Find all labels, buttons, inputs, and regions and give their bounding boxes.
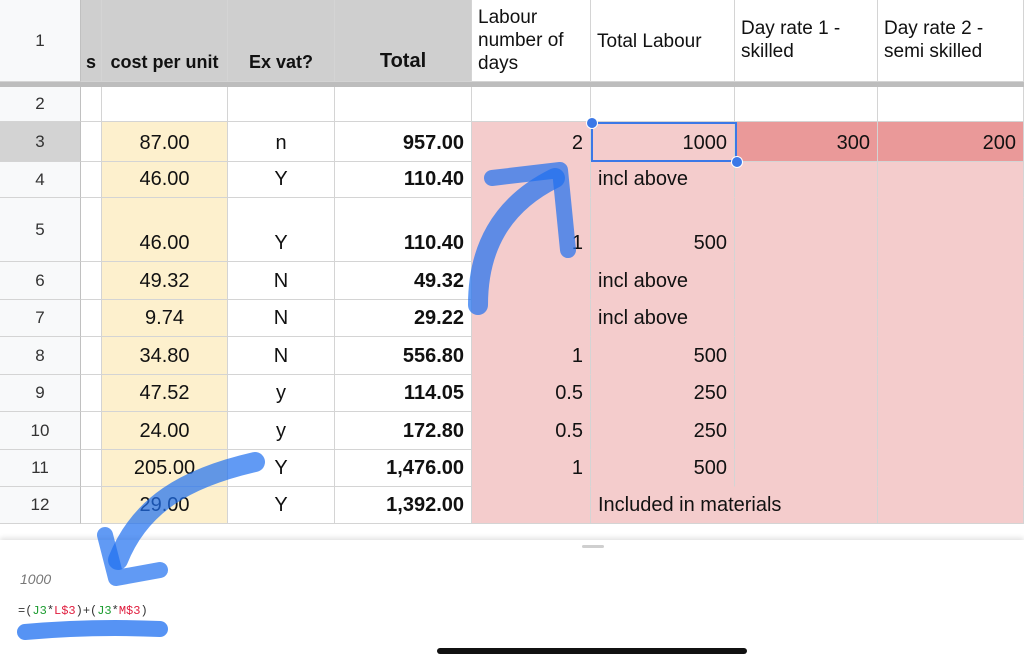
cell-s-4[interactable] (81, 162, 102, 198)
cell-ex-vat-7[interactable]: N (228, 300, 335, 337)
column-header-cost-per-unit[interactable]: cost per unit (102, 0, 228, 82)
cell-ex-vat-12[interactable]: Y (228, 487, 335, 524)
column-header-ex-vat[interactable]: Ex vat? (228, 0, 335, 82)
cell-day-rate-2-5[interactable] (878, 198, 1024, 262)
formula-ref-j3: J3 (97, 604, 112, 618)
cell-day-rate-1-8[interactable] (735, 337, 878, 375)
cell-total-6[interactable]: 49.32 (335, 262, 472, 300)
row-header-1[interactable]: 1 (0, 0, 81, 82)
cell-total-12[interactable]: 1,392.00 (335, 487, 472, 524)
cell-labour-days-12[interactable] (472, 487, 591, 524)
column-header-labour-days[interactable]: Labour number of days (472, 0, 591, 82)
row-header-11[interactable]: 11 (0, 450, 81, 487)
cell-ex-vat-10[interactable]: y (228, 412, 335, 450)
cell-cost-9[interactable]: 47.52 (102, 375, 228, 412)
cell-total-11[interactable]: 1,476.00 (335, 450, 472, 487)
column-header-day-rate-2[interactable]: Day rate 2 - semi skilled (878, 0, 1024, 82)
formula-part: * (46, 604, 55, 618)
cell-labour-days-11[interactable]: 1 (472, 450, 591, 487)
cell-day-rate-1-5[interactable] (735, 198, 878, 262)
cell-s-10[interactable] (81, 412, 102, 450)
cell-day-rate-1-2[interactable] (735, 87, 878, 122)
row-header-2[interactable]: 2 (0, 87, 81, 122)
cell-ex-vat-6[interactable]: N (228, 262, 335, 300)
row-header-12[interactable]: 12 (0, 487, 81, 524)
formula-part: )+( (75, 604, 98, 618)
cell-day-rate-2-4[interactable] (878, 162, 1024, 198)
cell-day-rate-2-12[interactable] (878, 487, 1024, 524)
cell-ex-vat-9[interactable]: y (228, 375, 335, 412)
row-header-5[interactable]: 5 (0, 198, 81, 262)
cell-ex-vat-3[interactable]: n (228, 122, 335, 162)
cell-cost-11[interactable]: 205.00 (102, 450, 228, 487)
cell-day-rate-1-11[interactable] (735, 450, 878, 487)
home-indicator[interactable] (437, 648, 747, 654)
cell-day-rate-2-8[interactable] (878, 337, 1024, 375)
selection-handle-top[interactable] (586, 117, 598, 129)
cell-day-rate-2-11[interactable] (878, 450, 1024, 487)
cell-cost-4[interactable]: 46.00 (102, 162, 228, 198)
cell-s-6[interactable] (81, 262, 102, 300)
column-header-s[interactable]: s (81, 0, 102, 82)
cell-s-7[interactable] (81, 300, 102, 337)
row-header-10[interactable]: 10 (0, 412, 81, 450)
cell-total-9[interactable]: 114.05 (335, 375, 472, 412)
cell-total-labour-2[interactable] (591, 87, 735, 122)
cell-labour-days-3[interactable]: 2 (472, 122, 591, 162)
formula-part: * (111, 604, 119, 618)
cell-cost-5[interactable]: 46.00 (102, 198, 228, 262)
cell-total-labour-4[interactable]: incl above (591, 162, 735, 198)
cell-total-labour-8[interactable]: 500 (591, 337, 735, 375)
cell-day-rate-1-10[interactable] (735, 412, 878, 450)
cell-total-labour-9[interactable]: 250 (591, 375, 735, 412)
cell-cost-3[interactable]: 87.00 (102, 122, 228, 162)
row-header-4[interactable]: 4 (0, 162, 81, 198)
formula-text[interactable] (18, 604, 148, 618)
cell-total-2[interactable] (335, 87, 472, 122)
cell-total-labour-5[interactable]: 500 (591, 198, 735, 262)
selection-handle-bottom[interactable] (731, 156, 743, 168)
cell-day-rate-2-9[interactable] (878, 375, 1024, 412)
cell-total-labour-6[interactable]: incl above (591, 262, 735, 300)
cell-labour-days-8[interactable]: 1 (472, 337, 591, 375)
row-header-9[interactable]: 9 (0, 375, 81, 412)
row-header-8[interactable]: 8 (0, 337, 81, 375)
cell-s-2[interactable] (81, 87, 102, 122)
cell-cost-10[interactable]: 24.00 (102, 412, 228, 450)
cell-day-rate-1-6[interactable] (735, 262, 878, 300)
cell-day-rate-1-9[interactable] (735, 375, 878, 412)
formula-part: ) (140, 604, 148, 618)
cell-ex-vat-11[interactable]: Y (228, 450, 335, 487)
cell-total-5[interactable]: 110.40 (335, 198, 472, 262)
cell-total-labour-3[interactable]: 1000 (591, 122, 735, 162)
cell-labour-days-9[interactable]: 0.5 (472, 375, 591, 412)
cell-day-rate-1-3[interactable]: 300 (735, 122, 878, 162)
cell-total-3[interactable]: 957.00 (335, 122, 472, 162)
cell-labour-days-10[interactable]: 0.5 (472, 412, 591, 450)
cell-day-rate-1-7[interactable] (735, 300, 878, 337)
row-header-7[interactable]: 7 (0, 300, 81, 337)
cell-labour-days-7[interactable] (472, 300, 591, 337)
formula-ref-m3: M$3 (118, 604, 141, 618)
cell-day-rate-2-7[interactable] (878, 300, 1024, 337)
column-header-total-labour[interactable]: Total Labour (591, 0, 735, 82)
cell-cost-12[interactable]: 29.00 (102, 487, 228, 524)
cell-ex-vat-4[interactable]: Y (228, 162, 335, 198)
cell-total-labour-11[interactable]: 500 (591, 450, 735, 487)
cell-cost-8[interactable]: 34.80 (102, 337, 228, 375)
formula-ref-l3: L$3 (54, 604, 76, 618)
cell-day-rate-2-3[interactable]: 200 (878, 122, 1024, 162)
cell-total-labour-7[interactable]: incl above (591, 300, 735, 337)
cell-s-5[interactable] (81, 198, 102, 262)
cell-value: 1000 (20, 571, 52, 587)
formula-panel (0, 540, 1024, 654)
row-header-6[interactable]: 6 (0, 262, 81, 300)
cell-ex-vat-8[interactable]: N (228, 337, 335, 375)
cell-day-rate-2-6[interactable] (878, 262, 1024, 300)
formula-part: =( (18, 604, 33, 618)
cell-labour-days-5[interactable]: 1 (472, 198, 591, 262)
cell-s-11[interactable] (81, 450, 102, 487)
cell-cost-6[interactable]: 49.32 (102, 262, 228, 300)
cell-ex-vat-5[interactable]: Y (228, 198, 335, 262)
column-header-total[interactable]: Total (335, 0, 472, 82)
formula-ref-j3: J3 (32, 604, 47, 618)
cell-s-8[interactable] (81, 337, 102, 375)
cell-total-labour-10[interactable]: 250 (591, 412, 735, 450)
column-header-day-rate-1[interactable]: Day rate 1 - skilled (735, 0, 878, 82)
cell-day-rate-2-2[interactable] (878, 87, 1024, 122)
cell-total-labour-12[interactable]: Included in materials (591, 487, 878, 524)
cell-day-rate-2-10[interactable] (878, 412, 1024, 450)
cell-total-7[interactable]: 29.22 (335, 300, 472, 337)
cell-total-4[interactable]: 110.40 (335, 162, 472, 198)
cell-labour-days-6[interactable] (472, 262, 591, 300)
cell-labour-days-4[interactable] (472, 162, 591, 198)
cell-s-3[interactable] (81, 122, 102, 162)
cell-cost-7[interactable]: 9.74 (102, 300, 228, 337)
cell-ex-vat-2[interactable] (228, 87, 335, 122)
cell-s-9[interactable] (81, 375, 102, 412)
row-header-3[interactable]: 3 (0, 122, 81, 162)
cell-s-12[interactable] (81, 487, 102, 524)
cell-total-8[interactable]: 556.80 (335, 337, 472, 375)
panel-drag-handle[interactable] (582, 545, 604, 548)
cell-cost-2[interactable] (102, 87, 228, 122)
cell-labour-days-2[interactable] (472, 87, 591, 122)
cell-total-10[interactable]: 172.80 (335, 412, 472, 450)
cell-day-rate-1-4[interactable] (735, 162, 878, 198)
selected-cell-k3[interactable] (591, 122, 737, 162)
